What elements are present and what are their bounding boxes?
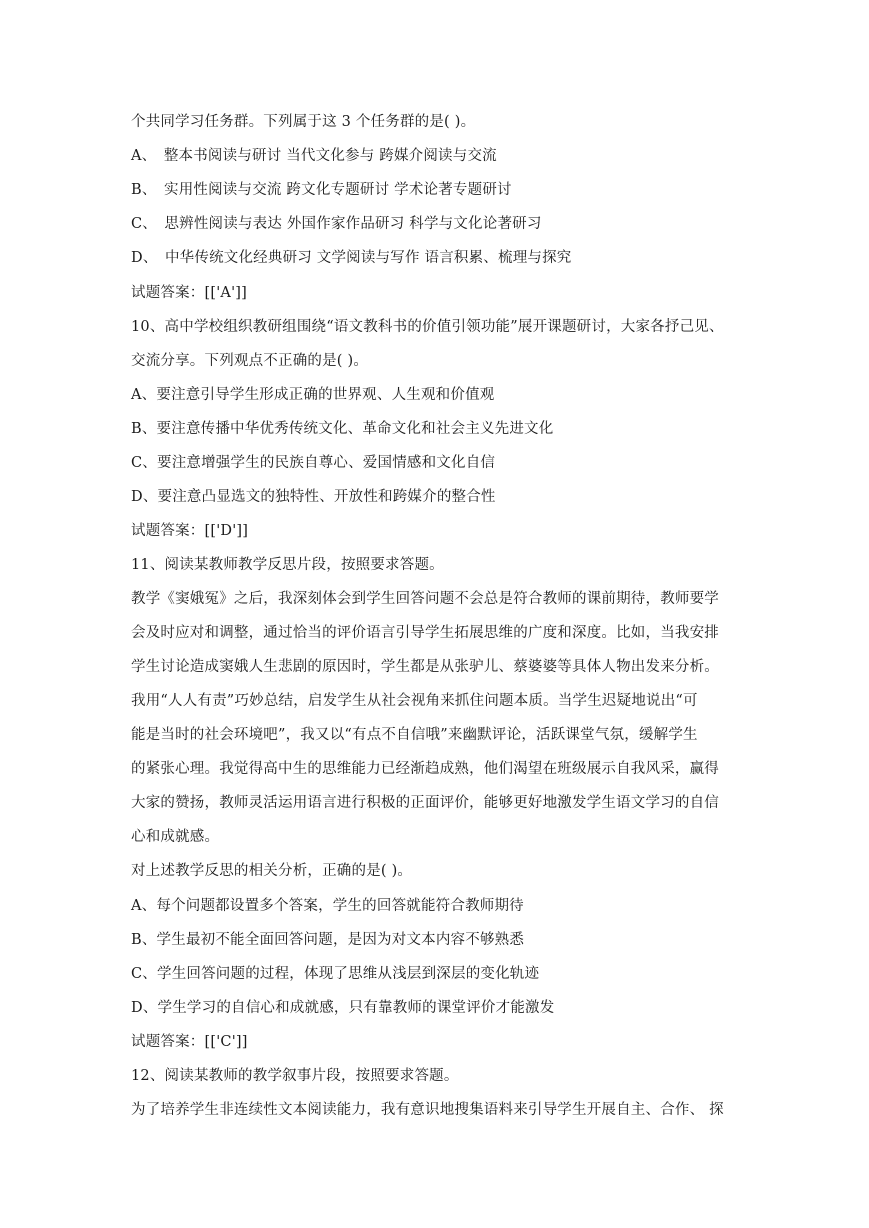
question-11-passage-line: 学生讨论造成窦娥人生悲剧的原因时，学生都是从张驴儿、蔡婆婆等具体人物出发来分析。 bbox=[131, 659, 719, 675]
question-11-passage-line: 大家的赞扬，教师灵活运用语言进行积极的正面评价，能够更好地激发学生语文学习的自信 bbox=[131, 795, 719, 811]
question-11-passage-line: 能是当时的社会环境吧”，我又以“有点不自信哦”来幽默评论，活跃课堂气氛，缓解学生 bbox=[131, 727, 698, 743]
question-9-stem-continued: 个共同学习任务群。下列属于这 3 个任务群的是( )。 bbox=[131, 114, 476, 130]
question-9-answer: 试题答案：[['A']] bbox=[131, 285, 247, 301]
question-10-stem: 10、高中学校组织教研组围绕“语文教科书的价值引领功能”展开课题研讨，大家各抒己见、 bbox=[131, 319, 724, 335]
question-9-option-d: D、 中华传统文化经典研习 文学阅读与写作 语言积累、梳理与探究 bbox=[131, 250, 572, 266]
question-11-passage-line: 的紧张心理。我觉得高中生的思维能力已经渐趋成熟，他们渴望在班级展示自我风采，赢得 bbox=[131, 761, 719, 777]
question-9-option-a: A、 整本书阅读与研讨 当代文化参与 跨媒介阅读与交流 bbox=[131, 148, 497, 164]
question-11-option-a: A、每个问题都设置多个答案，学生的回答就能符合教师期待 bbox=[131, 898, 524, 914]
question-12-stem: 12、阅读某教师的教学叙事片段，按照要求答题。 bbox=[131, 1068, 459, 1084]
question-11-option-d: D、学生学习的自信心和成就感，只有靠教师的课堂评价才能激发 bbox=[131, 1000, 555, 1016]
question-11-prompt: 对上述教学反思的相关分析，正确的是( )。 bbox=[131, 863, 413, 879]
question-9-option-b: B、 实用性阅读与交流 跨文化专题研讨 学术论著专题研讨 bbox=[131, 182, 512, 198]
question-11-stem: 11、阅读某教师教学反思片段，按照要求答题。 bbox=[131, 557, 444, 573]
question-11-option-c: C、学生回答问题的过程，体现了思维从浅层到深层的变化轨迹 bbox=[131, 966, 540, 982]
question-11-passage-line: 教学《窦娥冤》之后，我深刻体会到学生回答问题不会总是符合教师的课前期待，教师要学 bbox=[131, 591, 719, 607]
question-11-passage-line: 会及时应对和调整，通过恰当的评价语言引导学生拓展思维的广度和深度。比如，当我安排 bbox=[131, 625, 719, 641]
question-11-passage-line: 心和成就感。 bbox=[131, 829, 220, 845]
question-12-passage-line: 为了培养学生非连续性文本阅读能力，我有意识地搜集语料来引导学生开展自主、合作、 探 bbox=[131, 1102, 724, 1118]
question-11-option-b: B、学生最初不能全面回答问题，是因为对文本内容不够熟悉 bbox=[131, 932, 525, 948]
question-10-option-d: D、要注意凸显选文的独特性、开放性和跨媒介的整合性 bbox=[131, 489, 496, 505]
question-10-option-a: A、要注意引导学生形成正确的世界观、人生观和价值观 bbox=[131, 387, 495, 403]
question-10-stem-line-2: 交流分享。下列观点不正确的是( )。 bbox=[131, 353, 369, 369]
question-10-option-b: B、要注意传播中华优秀传统文化、革命文化和社会主义先进文化 bbox=[131, 421, 554, 437]
question-11-passage-line: 我用“人人有责”巧妙总结，启发学生从社会视角来抓住问题本质。当学生迟疑地说出“可 bbox=[131, 693, 698, 709]
question-11-answer: 试题答案：[['C']] bbox=[131, 1034, 248, 1050]
question-10-answer: 试题答案：[['D']] bbox=[131, 523, 249, 539]
question-10-option-c: C、要注意增强学生的民族自尊心、爱国情感和文化自信 bbox=[131, 455, 496, 471]
question-9-option-c: C、 思辨性阅读与表达 外国作家作品研习 科学与文化论著研习 bbox=[131, 216, 542, 232]
